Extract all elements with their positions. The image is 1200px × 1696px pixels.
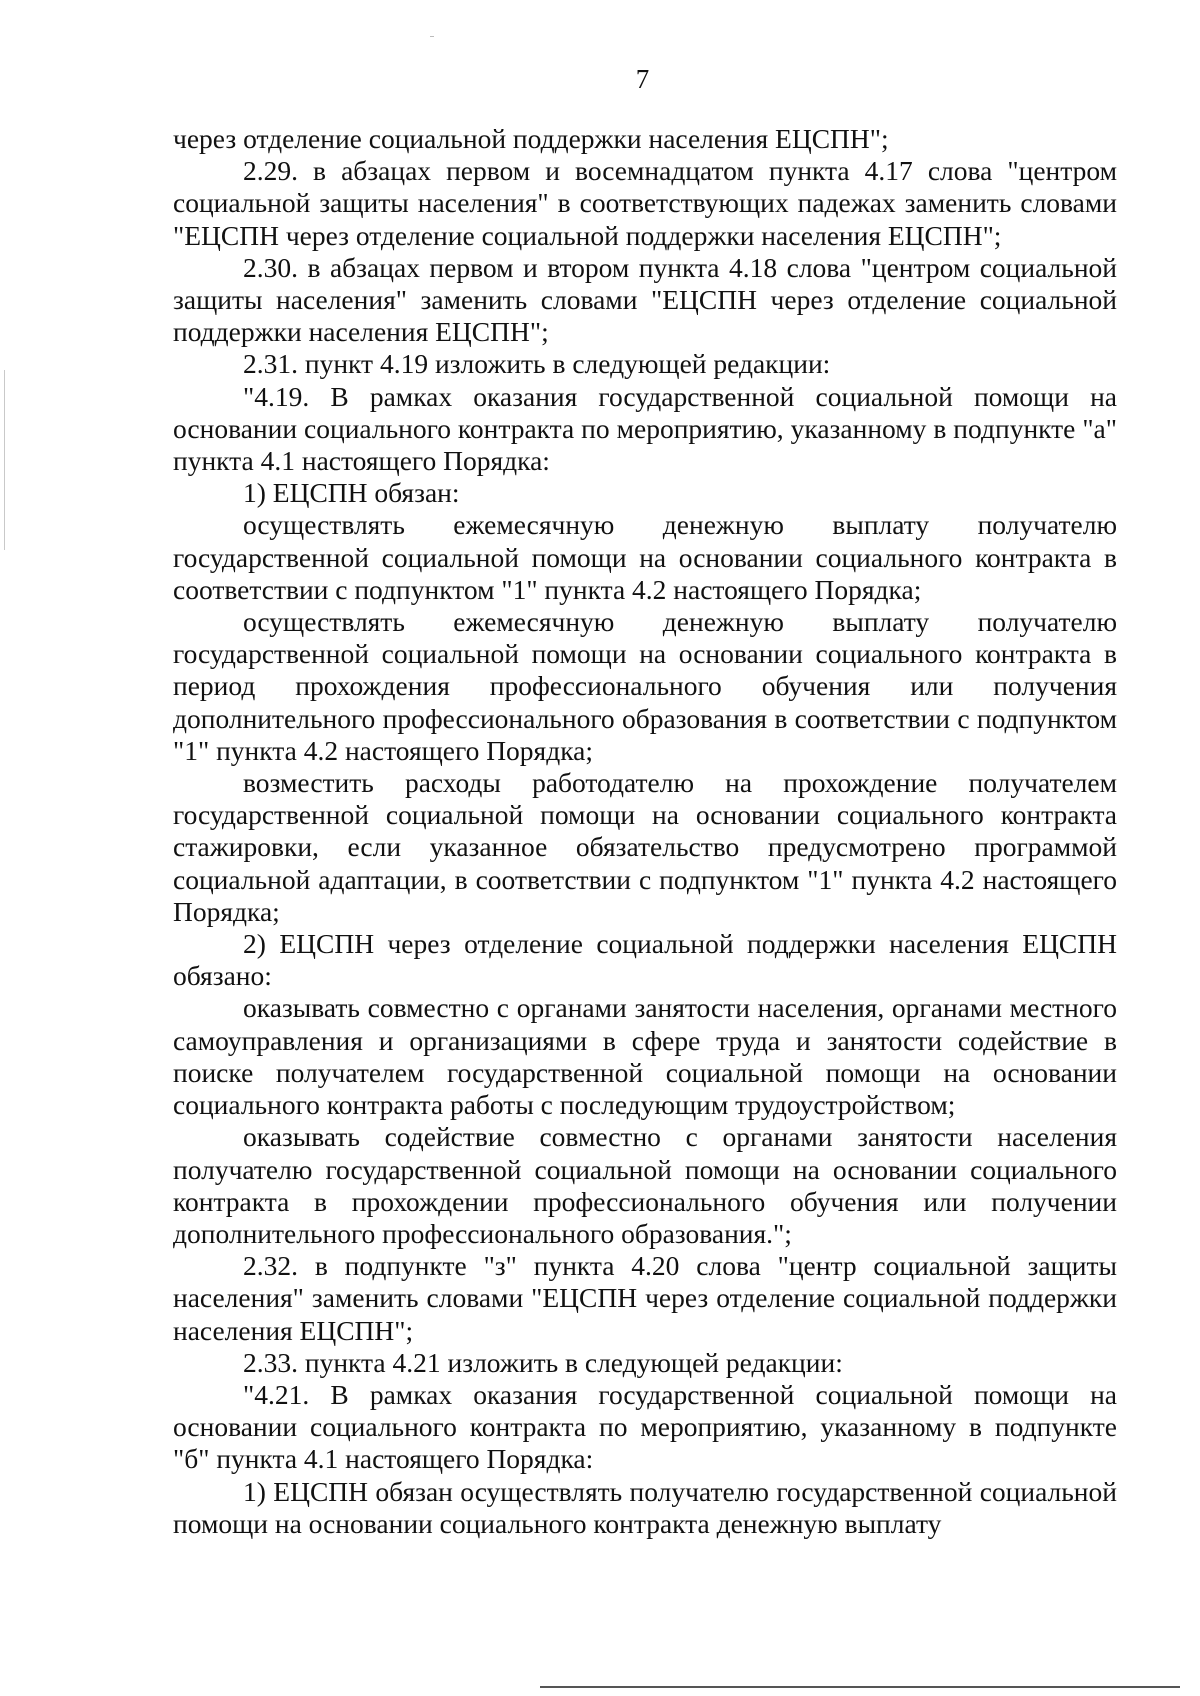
page-number: 7 [635,64,650,94]
document-body [173,123,1117,1540]
paragraph: возместить расходы работодателю на прохождение получателем государственной социальной помощи на основании социального контракта стажировки, если указанное обязательство предусмотрено программой социальной адаптации, в соответствии с подпунктом "1" пункта 4.2 настоящего Порядка; [173,767,1117,927]
scan-edge-line [4,370,5,550]
scan-artifact [430,36,434,37]
paragraph: "4.21. В рамках оказания государственной социальной помощи на основании социального контракта по мероприятию, указанному в подпункте "б" пункта 4.1 настоящего Порядка: [173,1378,1117,1475]
paragraph: 1) ЕЦСПН обязан осуществлять получателю государственной социальной помощи на основании социального контракта денежную выплату [173,1475,1117,1539]
paragraph: 2) ЕЦСПН через отделение социальной поддержки населения ЕЦСПН обязано: [173,928,1117,992]
paragraph: 2.30. в абзацах первом и втором пункта 4.18 слова "центром социальной защиты населения" заменить словами "ЕЦСПН через отделение социальной поддержки населения ЕЦСПН"; [173,251,1117,348]
paragraph: осуществлять ежемесячную денежную выплату получателю государственной социальной помощи на основании социального контракта в период прохождения профессионального обучения или получения дополнительного профессионального образования в соответствии с подпунктом "1" пункта 4.2 настоящего Порядка; [173,606,1117,766]
scan-edge-line [540,1686,1180,1688]
paragraph: оказывать содействие совместно с органами занятости населения получателю государственной социальной помощи на основании социального контракта в прохождении профессионального обучения или получении дополнительного профессионального образования."; [173,1121,1117,1249]
paragraph: осуществлять ежемесячную денежную выплату получателю государственной социальной помощи на основании социального контракта в соответствии с подпунктом "1" пункта 4.2 настоящего Порядка; [173,509,1117,605]
paragraph: оказывать совместно с органами занятости населения, органами местного самоуправления и организациями в сфере труда и занятости содействие в поиске получателем государственной социальной помощи на основании социального контракта работы с последующим трудоустройством; [173,992,1117,1121]
paragraph: "4.19. В рамках оказания государственной социальной помощи на основании социального контракта по мероприятию, указанному в подпункте "а" пункта 4.1 настоящего Порядка: [173,380,1117,477]
paragraph: 2.31. пункт 4.19 изложить в следующей редакции: [243,348,831,380]
paragraph: 2.29. в абзацах первом и восемнадцатом пункта 4.17 слова "центром социальной защиты населения" в соответствующих падежах заменить словами "ЕЦСПН через отделение социальной поддержки населения ЕЦСПН"; [173,155,1117,251]
paragraph: 2.32. в подпункте "з" пункта 4.20 слова "центр социальной защиты населения" заменить словами "ЕЦСПН через отделение социальной поддержки населения ЕЦСПН"; [173,1250,1117,1346]
paragraph: через отделение социальной поддержки населения ЕЦСПН"; [173,123,889,154]
paragraph: 1) ЕЦСПН обязан: [243,477,460,509]
paragraph: 2.33. пункта 4.21 изложить в следующей редакции: [243,1346,843,1378]
